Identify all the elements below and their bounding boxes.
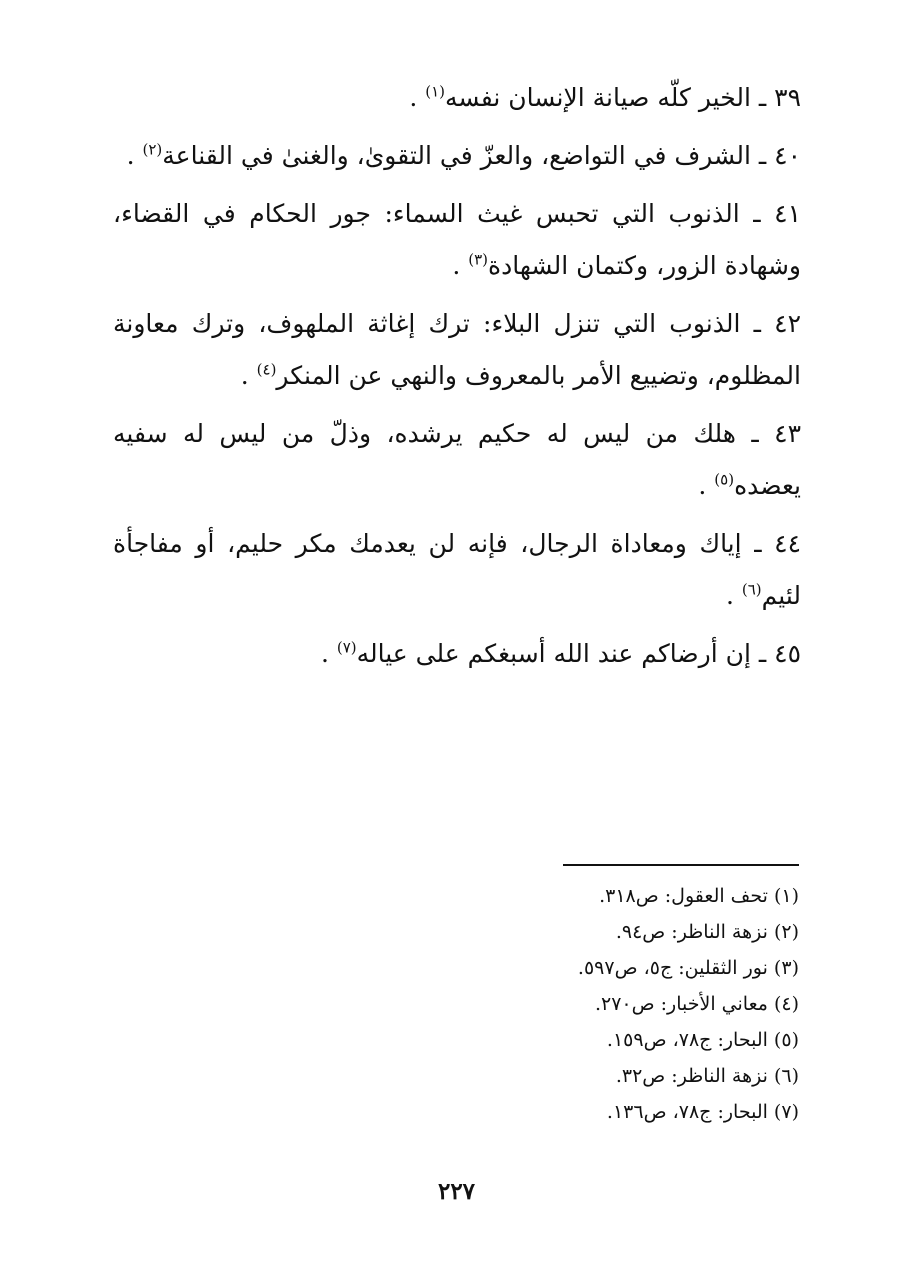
footnote-ref: (٣): [468, 250, 488, 269]
footnote-3: (٣) نور الثقلين: ج٥، ص٥٩٧.: [577, 957, 799, 979]
page-number: ٢٢٧: [437, 1178, 476, 1205]
footnote-4: (٤) معاني الأخبار: ص٢٧٠.: [594, 993, 799, 1015]
body-text: [113, 72, 801, 686]
saying-41: [113, 188, 801, 292]
footnote-5: (٥) البحار: ج٧٨، ص١٥٩.: [606, 1029, 799, 1051]
footnote-6: (٦) نزهة الناظر: ص٣٢.: [615, 1065, 799, 1087]
saying-end: .: [409, 83, 426, 112]
saying-text: ٣٩ ـ الخير كلّه صيانة الإنسان نفسه: [445, 83, 801, 112]
saying-40: [113, 130, 801, 182]
saying-text: ٤٤ ـ إياك ومعاداة الرجال، فإنه لن يعدمك مكر حليم، أو مفاجأة لئيم: [113, 529, 801, 610]
footnote-ref: (٦): [741, 580, 762, 599]
footnote-7: (٧) البحار: ج٧٨، ص١٣٦.: [606, 1101, 799, 1123]
saying-text: ٤١ ـ الذنوب التي تحبس غيث السماء: جور الحكام في القضاء، وشهادة الزور، وكتمان الشهادة: [113, 199, 801, 280]
footnotes: [349, 878, 799, 1130]
footnote-divider: [563, 864, 799, 866]
saying-end: .: [126, 141, 143, 170]
footnote-1: (١) تحف العقول: ص٣١٨.: [599, 885, 799, 907]
saying-45: [113, 628, 801, 680]
saying-text: ٤٥ ـ إن أرضاكم عند الله أسبغكم على عياله: [356, 639, 801, 668]
saying-end: .: [698, 471, 715, 500]
footnote-ref: (١): [425, 82, 445, 101]
footnote-ref: (٥): [714, 470, 735, 489]
footnote-ref: (٤): [256, 360, 277, 379]
saying-42: [113, 298, 801, 402]
saying-44: [113, 518, 801, 622]
saying-text: ٤٠ ـ الشرف في التواضع، والعزّ في التقوىٰ، والغنىٰ في القناعة: [162, 141, 801, 170]
saying-text: ٤٣ ـ هلك من ليس له حكيم يرشده، وذلّ من ليس له سفيه يعضده: [113, 419, 801, 500]
saying-text: ٤٢ ـ الذنوب التي تنزل البلاء: ترك إغاثة الملهوف، وترك معاونة المظلوم، وتضييع الأمر بالمعروف والنهي عن المنكر: [113, 309, 801, 390]
saying-end: .: [725, 581, 742, 610]
saying-43: [113, 408, 801, 512]
saying-39: [113, 72, 801, 124]
footnote-ref: (٢): [142, 140, 163, 159]
footnote-ref: (٧): [336, 638, 357, 657]
saying-end: .: [240, 361, 257, 390]
saying-end: .: [320, 639, 337, 668]
footnote-2: (٢) نزهة الناظر: ص٩٤.: [615, 921, 799, 943]
saying-end: .: [452, 251, 469, 280]
